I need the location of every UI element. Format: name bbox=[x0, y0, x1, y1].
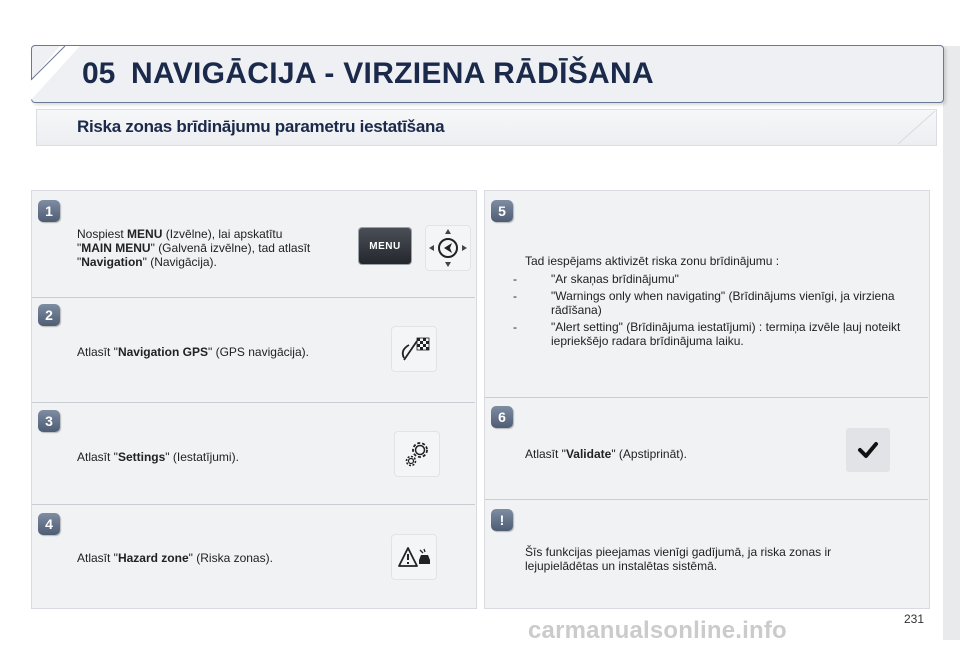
hazard-warning-options bbox=[511, 272, 921, 351]
step-6-badge: 6 bbox=[491, 406, 513, 428]
list-item: - "Warnings only when navigating" (Brīdinājums vienīgi, ja virziena rādīšana) bbox=[513, 289, 895, 317]
step-1-text: Nospiest MENU (Izvēlne), lai apskatītu "MAIN MENU" (Galvenā izvēlne), tad atlasīt "Navigation" (Navigācija). bbox=[77, 227, 311, 269]
step-1-badge: 1 bbox=[38, 200, 60, 222]
step-4-badge: 4 bbox=[38, 513, 60, 535]
note-text: Šīs funkcijas pieejamas vienīgi gadījumā, ja riska zonas ir lejupielādētas un instalētas sistēmā. bbox=[525, 545, 832, 573]
list-item: - "Alert setting" (Brīdinājuma iestatījumi) : termiņa izvēle ļauj noteikt iepriekšējo radara brīdinājuma laiku. bbox=[513, 320, 901, 348]
chapter-number: 05 bbox=[82, 57, 116, 90]
step-4-text: Atlasīt "Hazard zone" (Riska zonas). bbox=[77, 551, 273, 565]
divider bbox=[32, 504, 475, 505]
section-title: Riska zonas brīdinājumu parametru iestatīšana bbox=[77, 117, 445, 136]
divider bbox=[32, 297, 475, 298]
divider bbox=[32, 402, 475, 403]
step-3-text: Atlasīt "Settings" (Iestatījumi). bbox=[77, 450, 239, 464]
list-item: - "Ar skaņas brīdinājumu" bbox=[513, 272, 679, 286]
divider bbox=[485, 397, 928, 398]
step-3-badge: 3 bbox=[38, 410, 60, 432]
chapter-title: NAVIGĀCIJA - VIRZIENA RĀDĪŠANA bbox=[131, 57, 654, 90]
checkered-flag-icon[interactable] bbox=[391, 326, 437, 372]
divider bbox=[485, 499, 928, 500]
checkmark-icon[interactable] bbox=[846, 428, 890, 472]
gears-icon[interactable] bbox=[394, 431, 440, 477]
note-badge: ! bbox=[491, 509, 513, 531]
step-5-intro: Tad iespējams aktivizēt riska zonu brīdinājumu : bbox=[525, 254, 780, 268]
step-5-badge: 5 bbox=[491, 200, 513, 222]
step-6-text: Atlasīt "Validate" (Apstiprināt). bbox=[525, 447, 687, 461]
hazard-zone-icon[interactable] bbox=[391, 534, 437, 580]
right-edge-bar bbox=[943, 46, 960, 640]
step-2-text: Atlasīt "Navigation GPS" (GPS navigācija). bbox=[77, 345, 309, 359]
step-2-badge: 2 bbox=[38, 304, 60, 326]
menu-button[interactable]: MENU bbox=[359, 228, 411, 264]
navigation-joystick-icon[interactable] bbox=[425, 225, 471, 271]
watermark: carmanualsonline.info bbox=[528, 617, 787, 644]
subtitle-corner-notch bbox=[880, 108, 940, 148]
page-number: 231 bbox=[904, 612, 925, 626]
